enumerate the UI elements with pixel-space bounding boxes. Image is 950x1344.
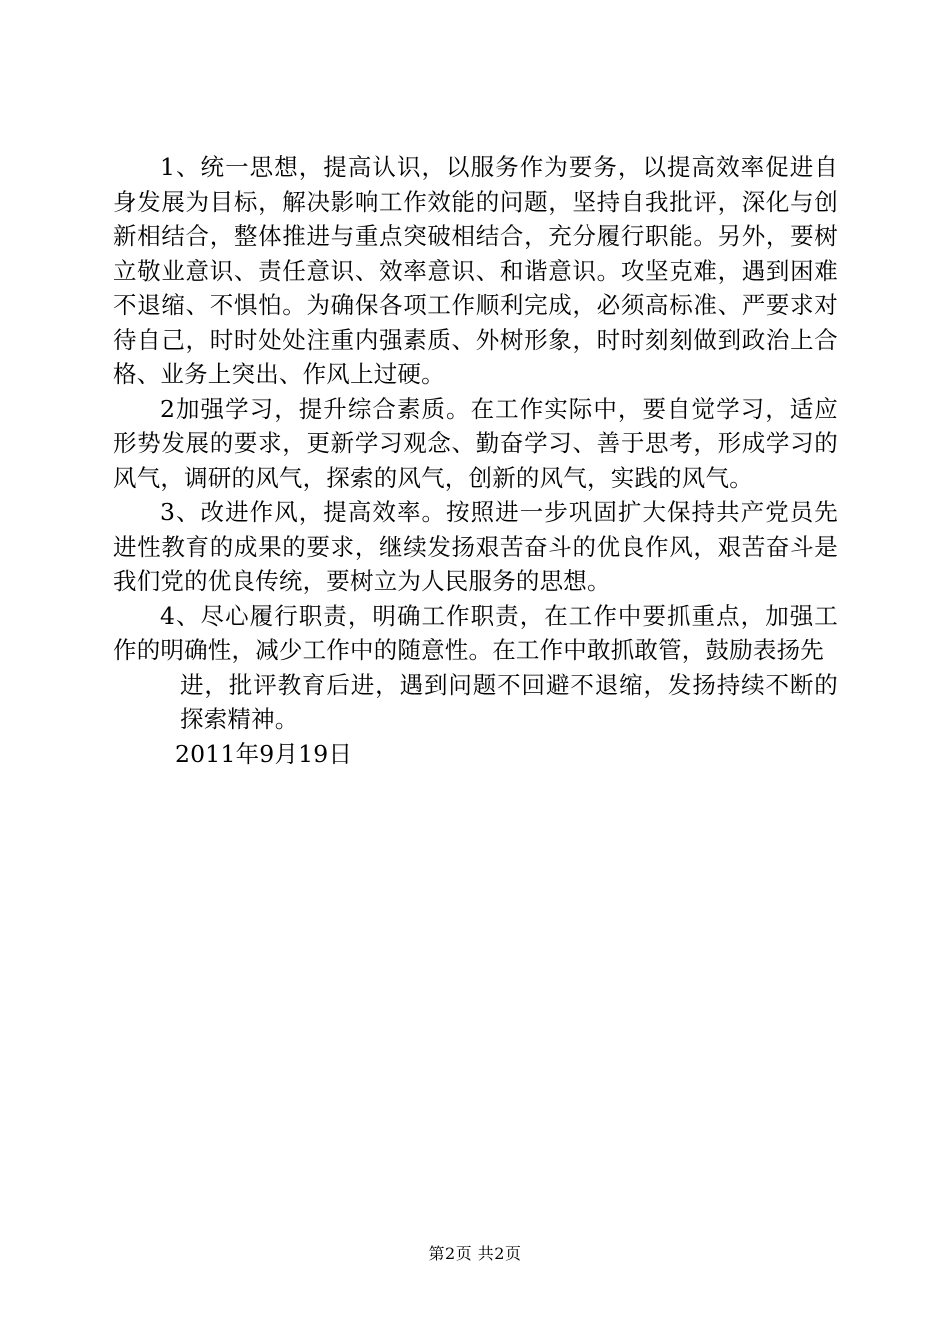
paragraph-4: 4、尽心履行职责，明确工作职责，在工作中要抓重点，加强工作的明确性，减少工作中的随意性。在工作中敢抓敢管，鼓励表扬先	[113, 601, 838, 664]
paragraph-2: 2加强学习，提升综合素质。在工作实际中，要自觉学习，适应形势发展的要求，更新学习观念、勤奋学习、善于思考，形成学习的风气，调研的风气，探索的风气，创新的风气，实践的风气。	[113, 394, 838, 492]
paragraph-4-continuation: 进，批评教育后进，遇到问题不回避不退缩，发扬持续不断的探索精神。	[180, 670, 838, 733]
paragraph-1: 1、统一思想，提高认识，以服务作为要务，以提高效率促进自身发展为目标，解决影响工作效能的问题，坚持自我批评，深化与创新相结合，整体推进与重点突破相结合，充分履行职能。另外，要树立敬业意识、责任意识、效率意识、和谐意识。攻坚克难，遇到困难不退缩、不惧怕。为确保各项工作顺利完成，必须高标准、严要求对待自己，时时处处注重内强素质、外树形象，时时刻刻做到政治上合格、业务上突出、作风上过硬。	[113, 153, 838, 388]
document-body	[113, 150, 838, 771]
document-date: 2011年9月19日	[175, 739, 353, 768]
paragraph-3: 3、改进作风，提高效率。按照进一步巩固扩大保持共产党员先进性教育的成果的要求，继续发扬艰苦奋斗的优良作风，艰苦奋斗是我们党的优良传统，要树立为人民服务的思想。	[113, 498, 838, 595]
page-footer	[0, 1243, 950, 1265]
page-number-label: 第2页 共2页	[428, 1244, 522, 1263]
